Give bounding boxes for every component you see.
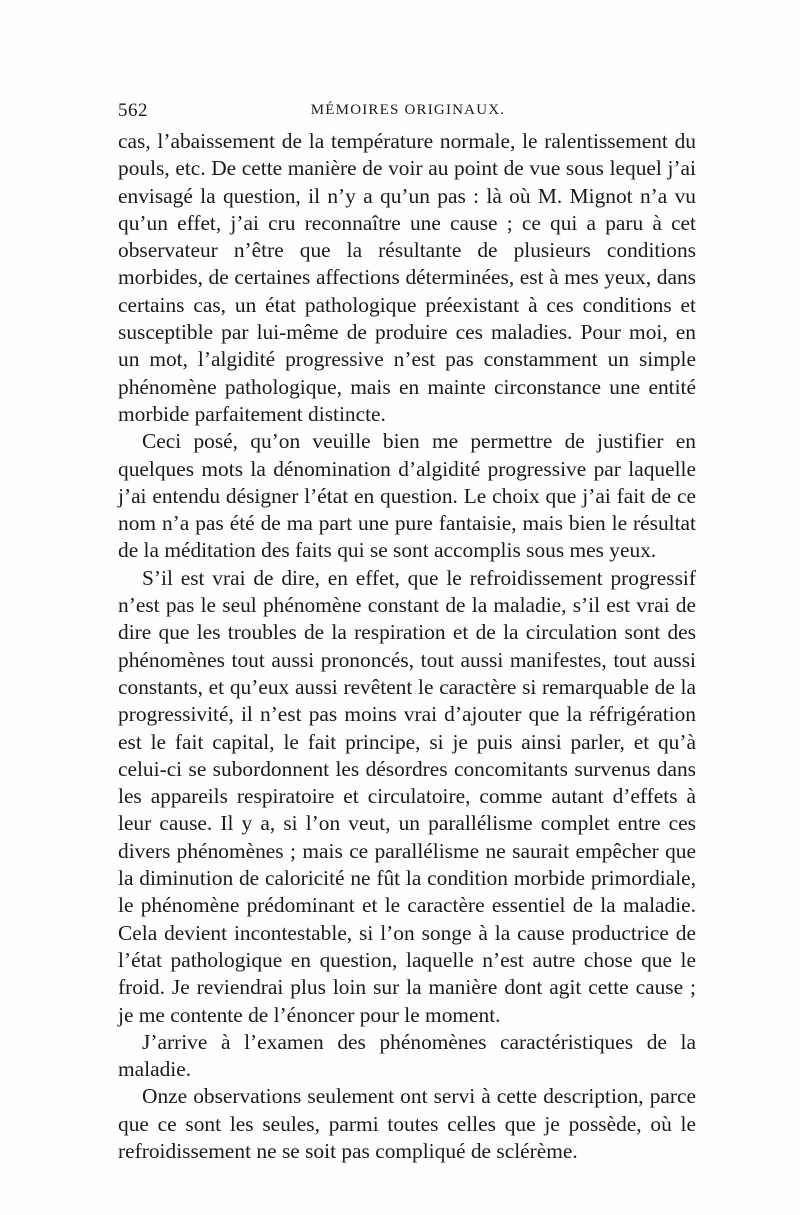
paragraph-denomination: Ceci posé, qu’on veuille bien me permettre de justifier en quelques mots la dénomination d’algidité progressive par laquelle j’ai entendu désigner l’état en question. Le choix que j’ai fait de ce nom n’a pas été de ma part une pure fantaisie, mais bien le résultat de la méditation des faits qui se sont accomplis sous mes yeux. — [118, 429, 696, 563]
paragraph-continuation: cas, l’abaissement de la température normale, le ralentissement du pouls, etc. De cette manière de voir au point de vue sous lequel j’ai envisagé la question, il n’y a qu’un pas : là où M. Mignot n’a vu qu’un effet, j’ai cru reconnaître une cause ; ce qui a paru à cet observateur n’être que la résultante de plusieurs conditions morbides, de certaines affections déterminées, est à mes yeux, dans certains cas, un état pathologique préexistant à ces conditions et susceptible par lui-même de produire ces maladies. Pour moi, en un mot, l’algidité progressive n’est pas constamment un simple phénomène pathologique, mais en mainte circonstance une entité morbide parfaitement distincte. — [118, 129, 696, 426]
page-number: 562 — [118, 100, 148, 121]
paragraph-refroidissement: S’il est vrai de dire, en effet, que le refroidissement progressif n’est pas le seul phénomène constant de la maladie, s’il est vrai de dire que les troubles de la respiration et de la circulation sont des phénomènes tout aussi prononcés, tout aussi manifestes, tout aussi constants, et qu’eux aussi revêtent le caractère si remarquable de la progressivité, il n’est pas moins vrai d’ajouter que la réfrigération est le fait capital, le fait principe, si je puis ainsi parler, et qu’à celui-ci se subordonnent les désordres concomitants survenus dans les appareils respiratoire et circulatoire, comme autant d’effets à leur cause. Il y a, si l’on veut, un parallélisme complet entre ces divers phénomènes ; mais ce parallélisme ne saurait empêcher que la diminution de caloricité ne fût la condition morbide primordiale, le phénomène prédominant et le caractère essentiel de la maladie. Cela devient incontestable, si l’on songe à la cause productrice de l’état pathologique en question, laquelle n’est autre chose que le froid. Je reviendrai plus loin sur la manière dont agit cette cause ; je me contente de l’énoncer pour le moment. — [118, 565, 696, 1027]
body-text — [118, 128, 696, 1165]
paragraph-examen: J’arrive à l’examen des phénomènes caractéristiques de la maladie. — [118, 1029, 696, 1082]
paragraph-observations: Onze observations seulement ont servi à cette description, parce que ce sont les seules, parmi toutes celles que je possède, où le refroidissement ne se soit pas compliqué de sclérème. — [118, 1084, 696, 1163]
running-title: MÉMOIRES ORIGINAUX. — [310, 102, 506, 118]
page-header — [118, 100, 698, 124]
